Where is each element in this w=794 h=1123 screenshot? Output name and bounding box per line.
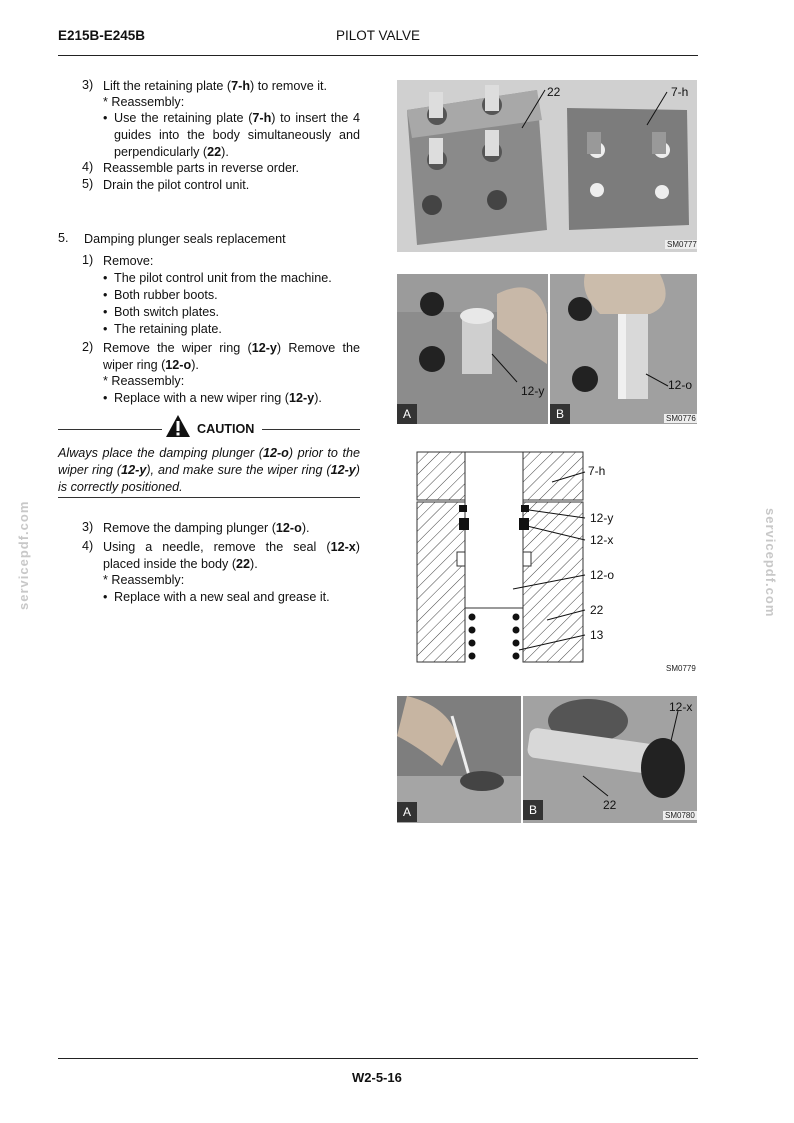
figure-1-label-7h: 7-h: [671, 85, 689, 99]
watermark-left: servicepdf.com: [16, 500, 31, 610]
step-4b-num: 4): [82, 539, 94, 553]
header-section: PILOT VALVE: [336, 28, 421, 43]
figure-3-label-12o: 12-o: [590, 568, 615, 582]
bullet: •: [103, 322, 108, 336]
figure-1-drawing: [397, 80, 697, 252]
step-3-text: Lift the retaining plate (7-h) to remove it.: [103, 79, 327, 93]
figure-3-diagram: [417, 452, 697, 682]
bullet: •: [103, 590, 108, 604]
step-4b-text: Using a needle, remove the seal (12-x) placed inside the body (22).: [103, 540, 360, 571]
figure-4-label-22: 22: [603, 798, 617, 812]
step-4-text: Reassemble parts in reverse order.: [103, 161, 299, 175]
figure-3-label-13: 13: [590, 628, 604, 642]
bullet: •: [103, 111, 108, 125]
figure-2-label-12o: 12-o: [668, 378, 693, 392]
figure-2a-drawing: [397, 274, 548, 424]
figure-2-label-12y: 12-y: [521, 384, 545, 398]
reassembly-label: * Reassembly:: [103, 573, 185, 587]
wiper-num: 2): [82, 340, 94, 354]
figure-4-label-12x: 12-x: [669, 700, 693, 714]
reassembly-label: * Reassembly:: [103, 374, 185, 388]
section-num: 5.: [58, 231, 69, 245]
bullet: •: [103, 305, 108, 319]
figure-3-label-7h: 7-h: [588, 464, 606, 478]
figure-3-label-12y: 12-y: [590, 511, 614, 525]
page-number: W2-5-16: [352, 1070, 402, 1085]
figure-4a-photo: [397, 696, 521, 823]
figure-2-code: SM0776: [666, 414, 696, 423]
figure-3-label-22: 22: [590, 603, 604, 617]
figure-2-panel-a: A: [397, 404, 417, 424]
remove-item: The pilot control unit from the machine.: [114, 271, 332, 285]
caution-body: Always place the damping plunger (12-o) prior to the wiper ring (12-y), and make sure the wiper ring (12-y) is correctly positioned.: [58, 446, 360, 494]
remove-num: 1): [82, 253, 94, 267]
wiper-bullet-text: Replace with a new wiper ring (12-y).: [114, 391, 322, 405]
figure-1-label-22: 22: [547, 85, 561, 99]
step-4-num: 4): [82, 160, 94, 174]
caution-bottom-line: [58, 497, 360, 498]
header-rule: [58, 55, 698, 56]
remove-item: Both switch plates.: [114, 305, 219, 319]
figure-4-code: SM0780: [665, 811, 695, 820]
remove-item: The retaining plate.: [114, 322, 222, 336]
bullet-text: Use the retaining plate (7-h) to insert the 4 guides into the body simultaneously and perpendicularly (22).: [114, 111, 360, 159]
caution-line-left: [58, 429, 162, 430]
warning-icon: [165, 414, 191, 438]
bullet: •: [103, 271, 108, 285]
header-model: E215B-E245B: [58, 28, 146, 43]
figure-1-code: SM0777: [667, 240, 697, 249]
figure-3-label-12x: 12-x: [590, 533, 614, 547]
figure-1-photo: [397, 80, 697, 252]
bullet: •: [103, 391, 108, 405]
watermark-right: servicepdf.com: [763, 508, 778, 618]
figure-2b-drawing: [550, 274, 697, 424]
figure-4b-photo: [523, 696, 697, 823]
figure-4-panel-b: B: [523, 800, 543, 820]
wiper-text: Remove the wiper ring (12-y) Remove the wiper ring (12-o).: [103, 341, 360, 372]
step-3b-text: Remove the damping plunger (12-o).: [103, 521, 310, 535]
remove-label: Remove:: [103, 254, 154, 268]
caution-label: CAUTION: [197, 422, 255, 436]
steps-b-bullet-text: Replace with a new seal and grease it.: [114, 590, 330, 604]
step-5-text: Drain the pilot control unit.: [103, 178, 250, 192]
step-3b-num: 3): [82, 520, 94, 534]
figure-2a-photo: [397, 274, 548, 424]
step-5-num: 5): [82, 177, 94, 191]
figure-3-code: SM0779: [666, 664, 696, 673]
remove-item: Both rubber boots.: [114, 288, 218, 302]
figure-4-panel-a: A: [397, 802, 417, 822]
reassembly-label: * Reassembly:: [103, 95, 185, 109]
figure-2-panel-b: B: [550, 404, 570, 424]
bullet: •: [103, 288, 108, 302]
caution-line-right: [262, 429, 360, 430]
step-3-num: 3): [82, 78, 94, 92]
section-title: Damping plunger seals replacement: [84, 232, 286, 246]
footer-rule: [58, 1058, 698, 1059]
figure-2b-photo: [550, 274, 697, 424]
